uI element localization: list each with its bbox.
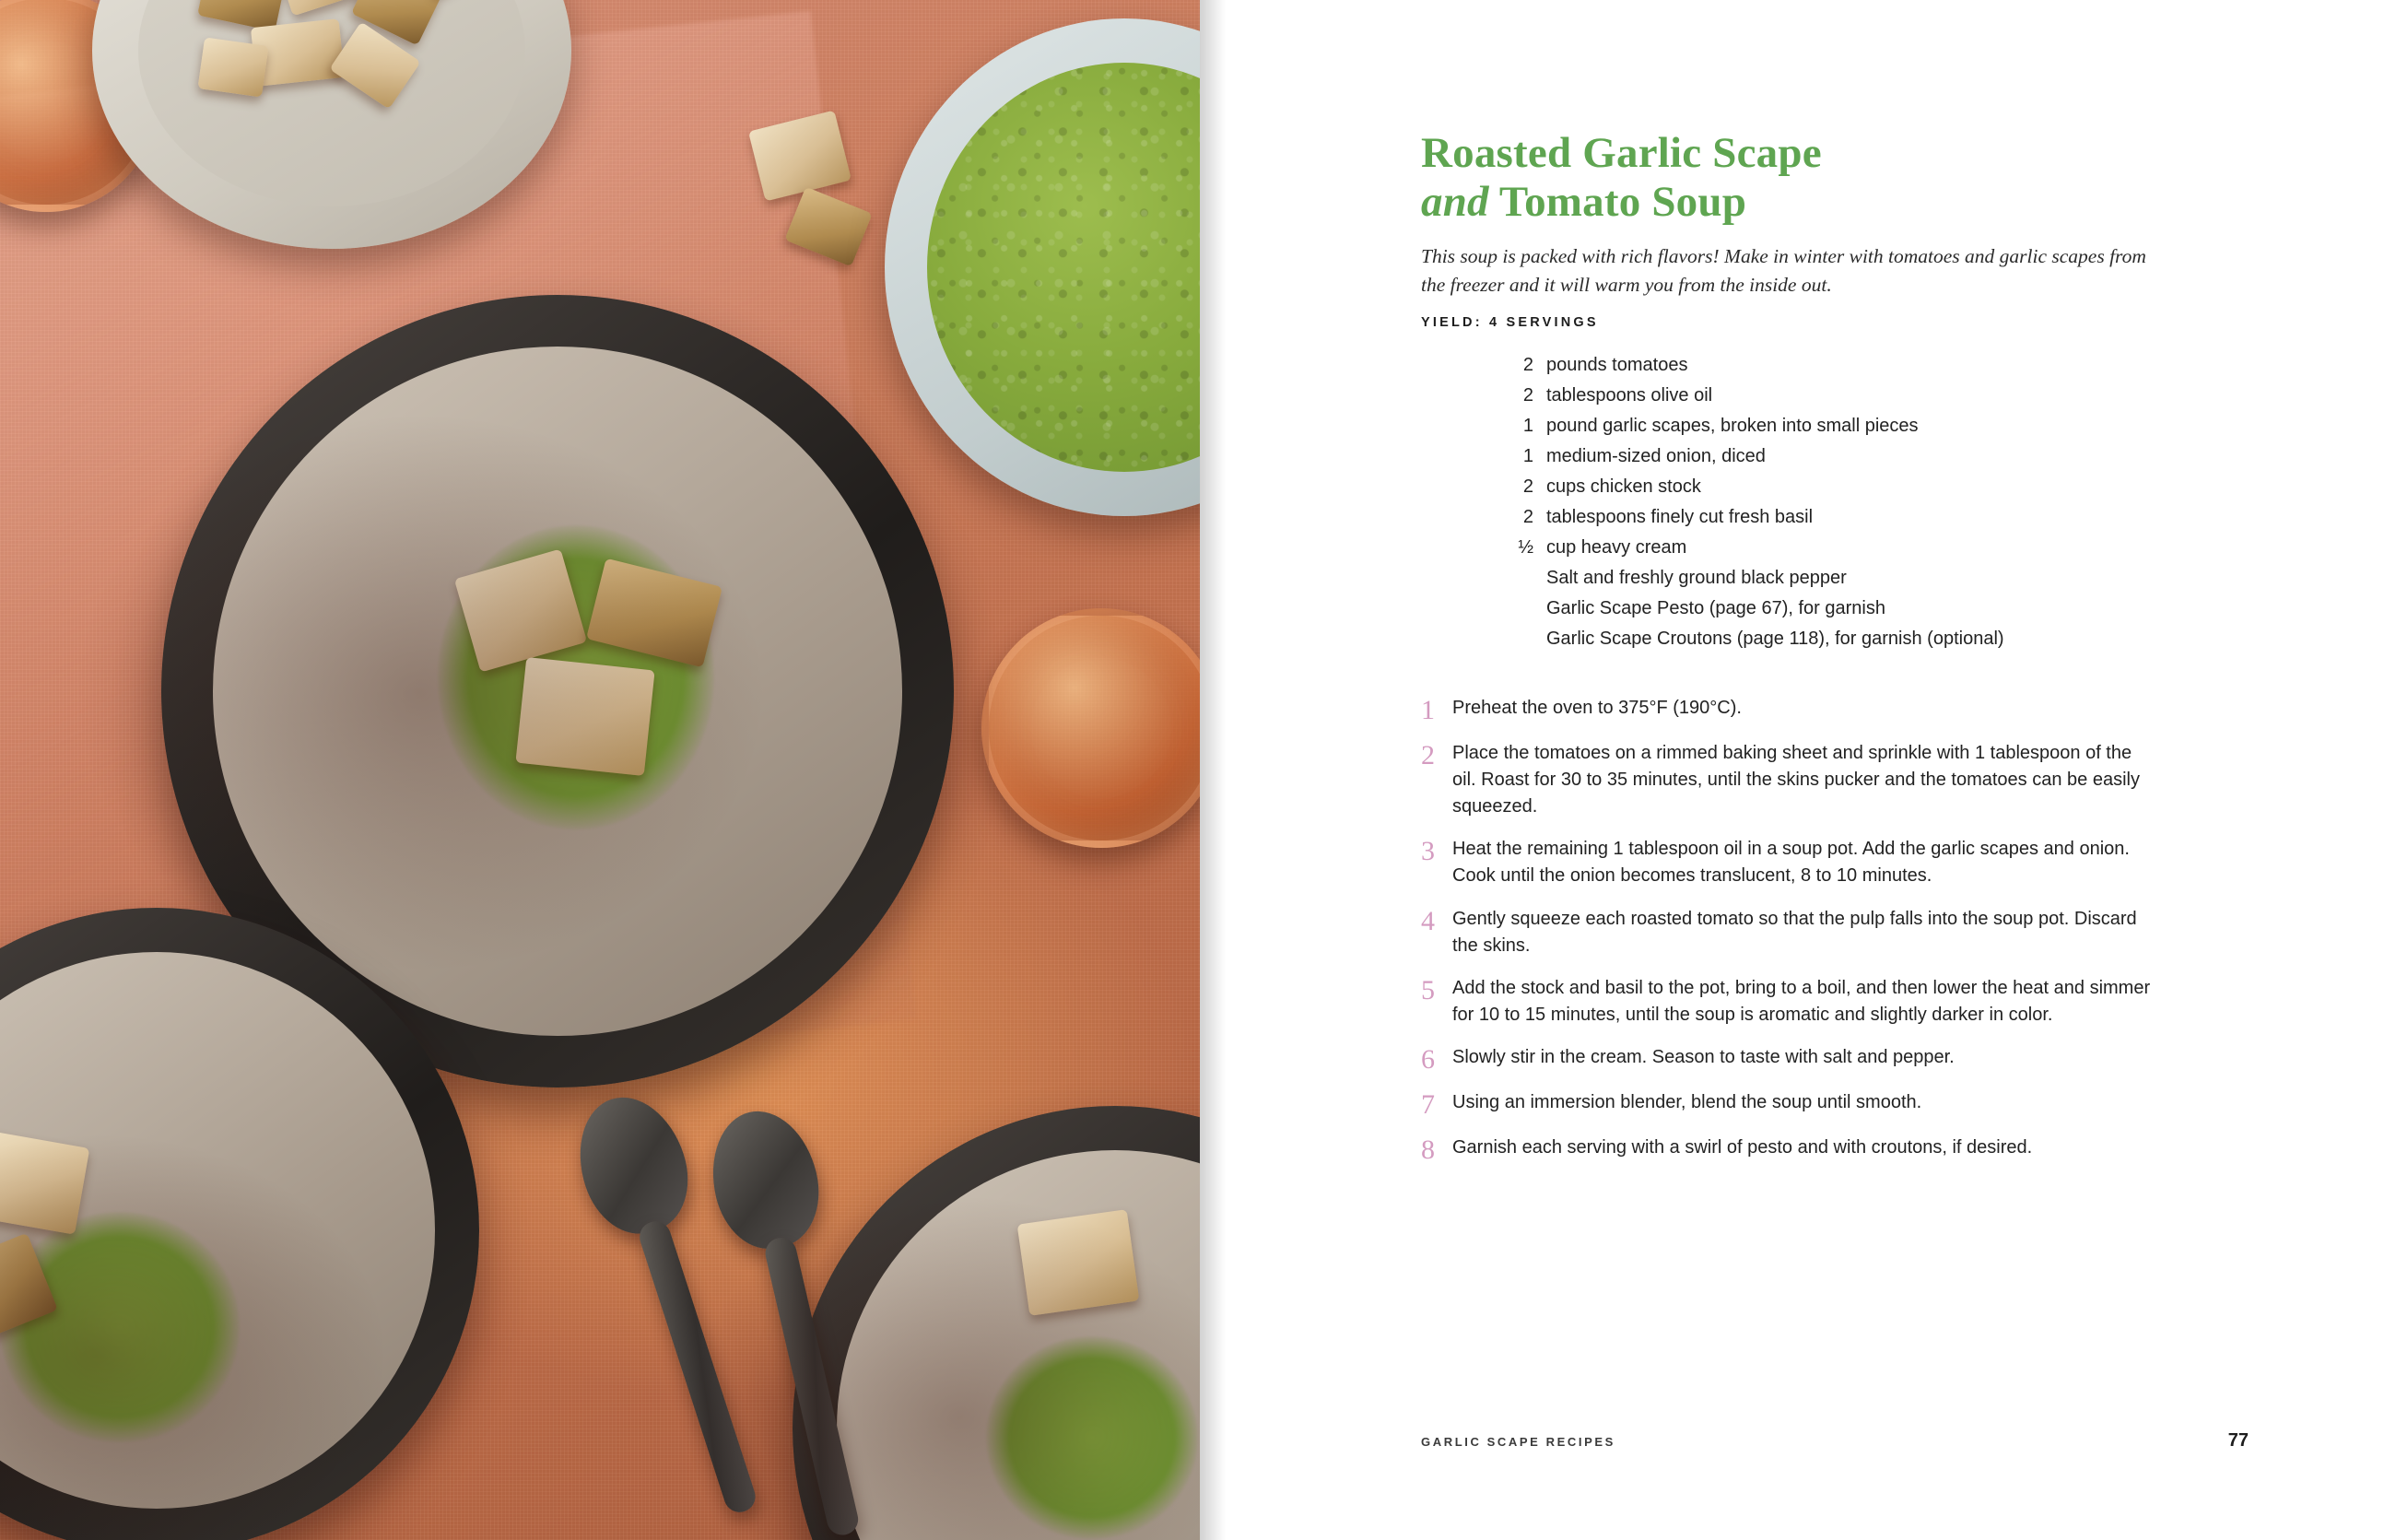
instruction-step [1421, 1089, 2158, 1119]
recipe-content [1421, 129, 2158, 1180]
ingredient-text: tablespoons finely cut fresh basil [1546, 507, 1814, 528]
step-text: Place the tomatoes on a rimmed baking sheet and sprinkle with 1 tablespoon of the oil. Roast for 30 to 35 minutes, until the skins pucker and the tomatoes can be easily squeezed. [1452, 742, 2140, 817]
ingredient-row [1504, 381, 2158, 411]
ingredient-quantity: 1 [1522, 446, 1533, 467]
instruction-step [1421, 1134, 2158, 1164]
ingredient-text: Salt and freshly ground black pepper [1546, 568, 1847, 589]
ingredient-quantity: 2 [1522, 507, 1533, 528]
instruction-step [1421, 695, 2158, 724]
ingredient-row [1504, 533, 2158, 563]
step-text: Gently squeeze each roasted tomato so that the pulp falls into the soup pot. Discard the skins. [1452, 908, 2137, 956]
ingredient-quantity: 2 [1522, 385, 1533, 406]
instruction-step [1421, 740, 2158, 821]
ingredient-text: tablespoons olive oil [1546, 385, 1713, 406]
step-number: 1 [1421, 694, 1435, 725]
step-number: 4 [1421, 905, 1435, 936]
ingredient-row [1504, 502, 2158, 533]
ingredient-text: pound garlic scapes, broken into small pieces [1546, 416, 1919, 437]
ingredient-text: cups chicken stock [1546, 476, 1701, 498]
ingredient-text: Garlic Scape Pesto (page 67), for garnish [1546, 598, 1885, 619]
running-head: GARLIC SCAPE RECIPES [1421, 1435, 1615, 1449]
step-number: 2 [1421, 739, 1435, 770]
recipe-yield: YIELD: 4 SERVINGS [1421, 314, 1599, 330]
ingredient-row [1504, 594, 2158, 624]
gutter-shadow [1200, 0, 1226, 1540]
ingredient-text: pounds tomatoes [1546, 355, 1688, 376]
recipe-title-line2: Tomato Soup [1498, 177, 1747, 226]
ingredient-quantity: 2 [1522, 355, 1533, 376]
recipe-title-and: and [1421, 177, 1489, 226]
step-text: Using an immersion blender, blend the soup until smooth. [1452, 1092, 1922, 1113]
ingredient-row [1504, 472, 2158, 502]
page-footer [1421, 1430, 2249, 1452]
recipe-description: This soup is packed with rich flavors! Make in winter with tomatoes and garlic scapes from the freezer and it will warm you from the inside out. [1421, 245, 2146, 297]
ingredient-text: cup heavy cream [1546, 537, 1687, 558]
step-text: Slowly stir in the cream. Season to taste with salt and pepper. [1452, 1047, 1955, 1068]
ingredients-list [1504, 350, 2158, 654]
ingredient-quantity: 2 [1522, 476, 1533, 498]
instruction-step [1421, 906, 2158, 959]
instructions-list [1421, 695, 2158, 1165]
ingredient-row [1504, 563, 2158, 594]
instruction-step [1421, 975, 2158, 1029]
recipe-title-line1: Roasted Garlic Scape [1421, 129, 1822, 177]
recipe-title [1421, 129, 2158, 226]
instruction-step [1421, 1044, 2158, 1074]
ingredient-row [1504, 624, 2158, 654]
step-number: 3 [1421, 836, 1435, 867]
step-number: 7 [1421, 1089, 1435, 1121]
ingredient-row [1504, 411, 2158, 441]
ingredient-quantity: 1 [1522, 416, 1533, 437]
step-text: Garnish each serving with a swirl of pesto and with croutons, if desired. [1452, 1137, 2033, 1158]
ingredient-row [1504, 441, 2158, 472]
page-number: 77 [2227, 1430, 2249, 1451]
ingredient-text: medium-sized onion, diced [1546, 446, 1766, 467]
recipe-page [1200, 0, 2396, 1540]
step-text: Preheat the oven to 375°F (190°C). [1452, 697, 1742, 718]
step-number: 8 [1421, 1134, 1435, 1166]
ingredient-text: Garlic Scape Croutons (page 118), for garnish (optional) [1546, 629, 2004, 650]
step-text: Heat the remaining 1 tablespoon oil in a soup pot. Add the garlic scapes and onion. Cook until the onion becomes translucent, 8 to 10 minutes. [1452, 839, 2130, 887]
step-number: 5 [1421, 974, 1435, 1005]
instruction-step [1421, 836, 2158, 889]
step-text: Add the stock and basil to the pot, bring to a boil, and then lower the heat and simmer for 10 to 15 minutes, until the soup is aromatic and slightly darker in color. [1452, 977, 2151, 1026]
ingredient-quantity: ½ [1518, 537, 1533, 558]
step-number: 6 [1421, 1044, 1435, 1076]
ingredient-row [1504, 350, 2158, 381]
